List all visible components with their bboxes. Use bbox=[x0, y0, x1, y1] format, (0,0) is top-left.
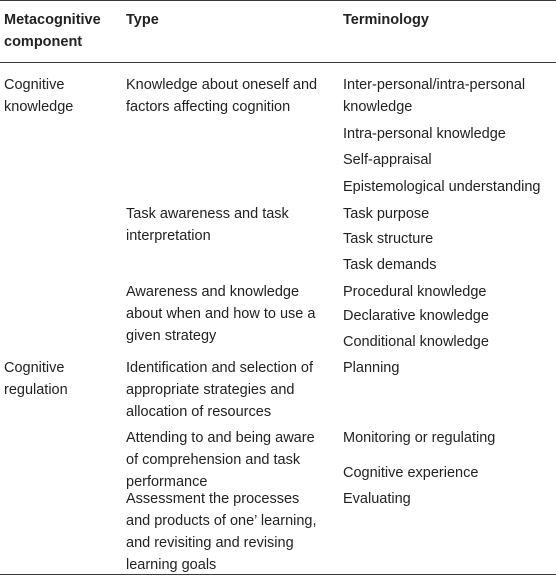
type-text: Assessment the processes bbox=[126, 491, 300, 507]
term-text: Epistemological understanding bbox=[343, 179, 541, 195]
type-text: Knowledge about oneself and bbox=[126, 77, 318, 93]
type-text: Attending to and being aware bbox=[126, 430, 315, 446]
header-type: Type bbox=[126, 12, 159, 28]
type-text: Identification and selection of bbox=[126, 360, 314, 376]
type-text: about when and how to use a bbox=[126, 306, 316, 322]
term-text: knowledge bbox=[343, 99, 413, 115]
type-text: performance bbox=[126, 474, 208, 490]
term-text: Conditional knowledge bbox=[343, 334, 489, 350]
type-text: factors affecting cognition bbox=[126, 99, 291, 115]
type-text: allocation of resources bbox=[126, 404, 272, 420]
type-text: and products of one’ learning, bbox=[126, 513, 317, 529]
term-text: Planning bbox=[343, 360, 400, 376]
type-text: Awareness and knowledge bbox=[126, 284, 300, 300]
type-text: of comprehension and task bbox=[126, 452, 301, 468]
type-text: Task awareness and task bbox=[126, 206, 289, 222]
type-text: interpretation bbox=[126, 228, 211, 244]
type-text: and revisiting and revising bbox=[126, 535, 294, 551]
header-component-line-1: Metacognitive bbox=[4, 12, 101, 28]
type-text: appropriate strategies and bbox=[126, 382, 295, 398]
term-text: Task structure bbox=[343, 231, 434, 247]
term-text: Intra-personal knowledge bbox=[343, 126, 506, 142]
term-text: Task demands bbox=[343, 257, 437, 273]
term-text: Procedural knowledge bbox=[343, 284, 487, 300]
term-text: Inter-personal/intra-personal bbox=[343, 77, 526, 93]
term-text: Declarative knowledge bbox=[343, 308, 489, 324]
term-text: Cognitive experience bbox=[343, 465, 479, 481]
term-text: Monitoring or regulating bbox=[343, 430, 496, 446]
component-cognitive-regulation-line-1: Cognitive bbox=[4, 360, 65, 376]
type-text: given strategy bbox=[126, 328, 217, 344]
term-text: Task purpose bbox=[343, 206, 430, 222]
header-component-line-2: component bbox=[4, 34, 83, 50]
component-cognitive-knowledge-line-1: Cognitive bbox=[4, 77, 65, 93]
term-text: Evaluating bbox=[343, 491, 411, 507]
component-cognitive-regulation-line-2: regulation bbox=[4, 382, 68, 398]
header-terminology: Terminology bbox=[343, 12, 429, 28]
term-text: Self-appraisal bbox=[343, 152, 432, 168]
type-text: learning goals bbox=[126, 557, 217, 573]
component-cognitive-knowledge-line-2: knowledge bbox=[4, 99, 74, 115]
table-top-rule bbox=[0, 0, 556, 1]
header-rule bbox=[0, 62, 556, 63]
